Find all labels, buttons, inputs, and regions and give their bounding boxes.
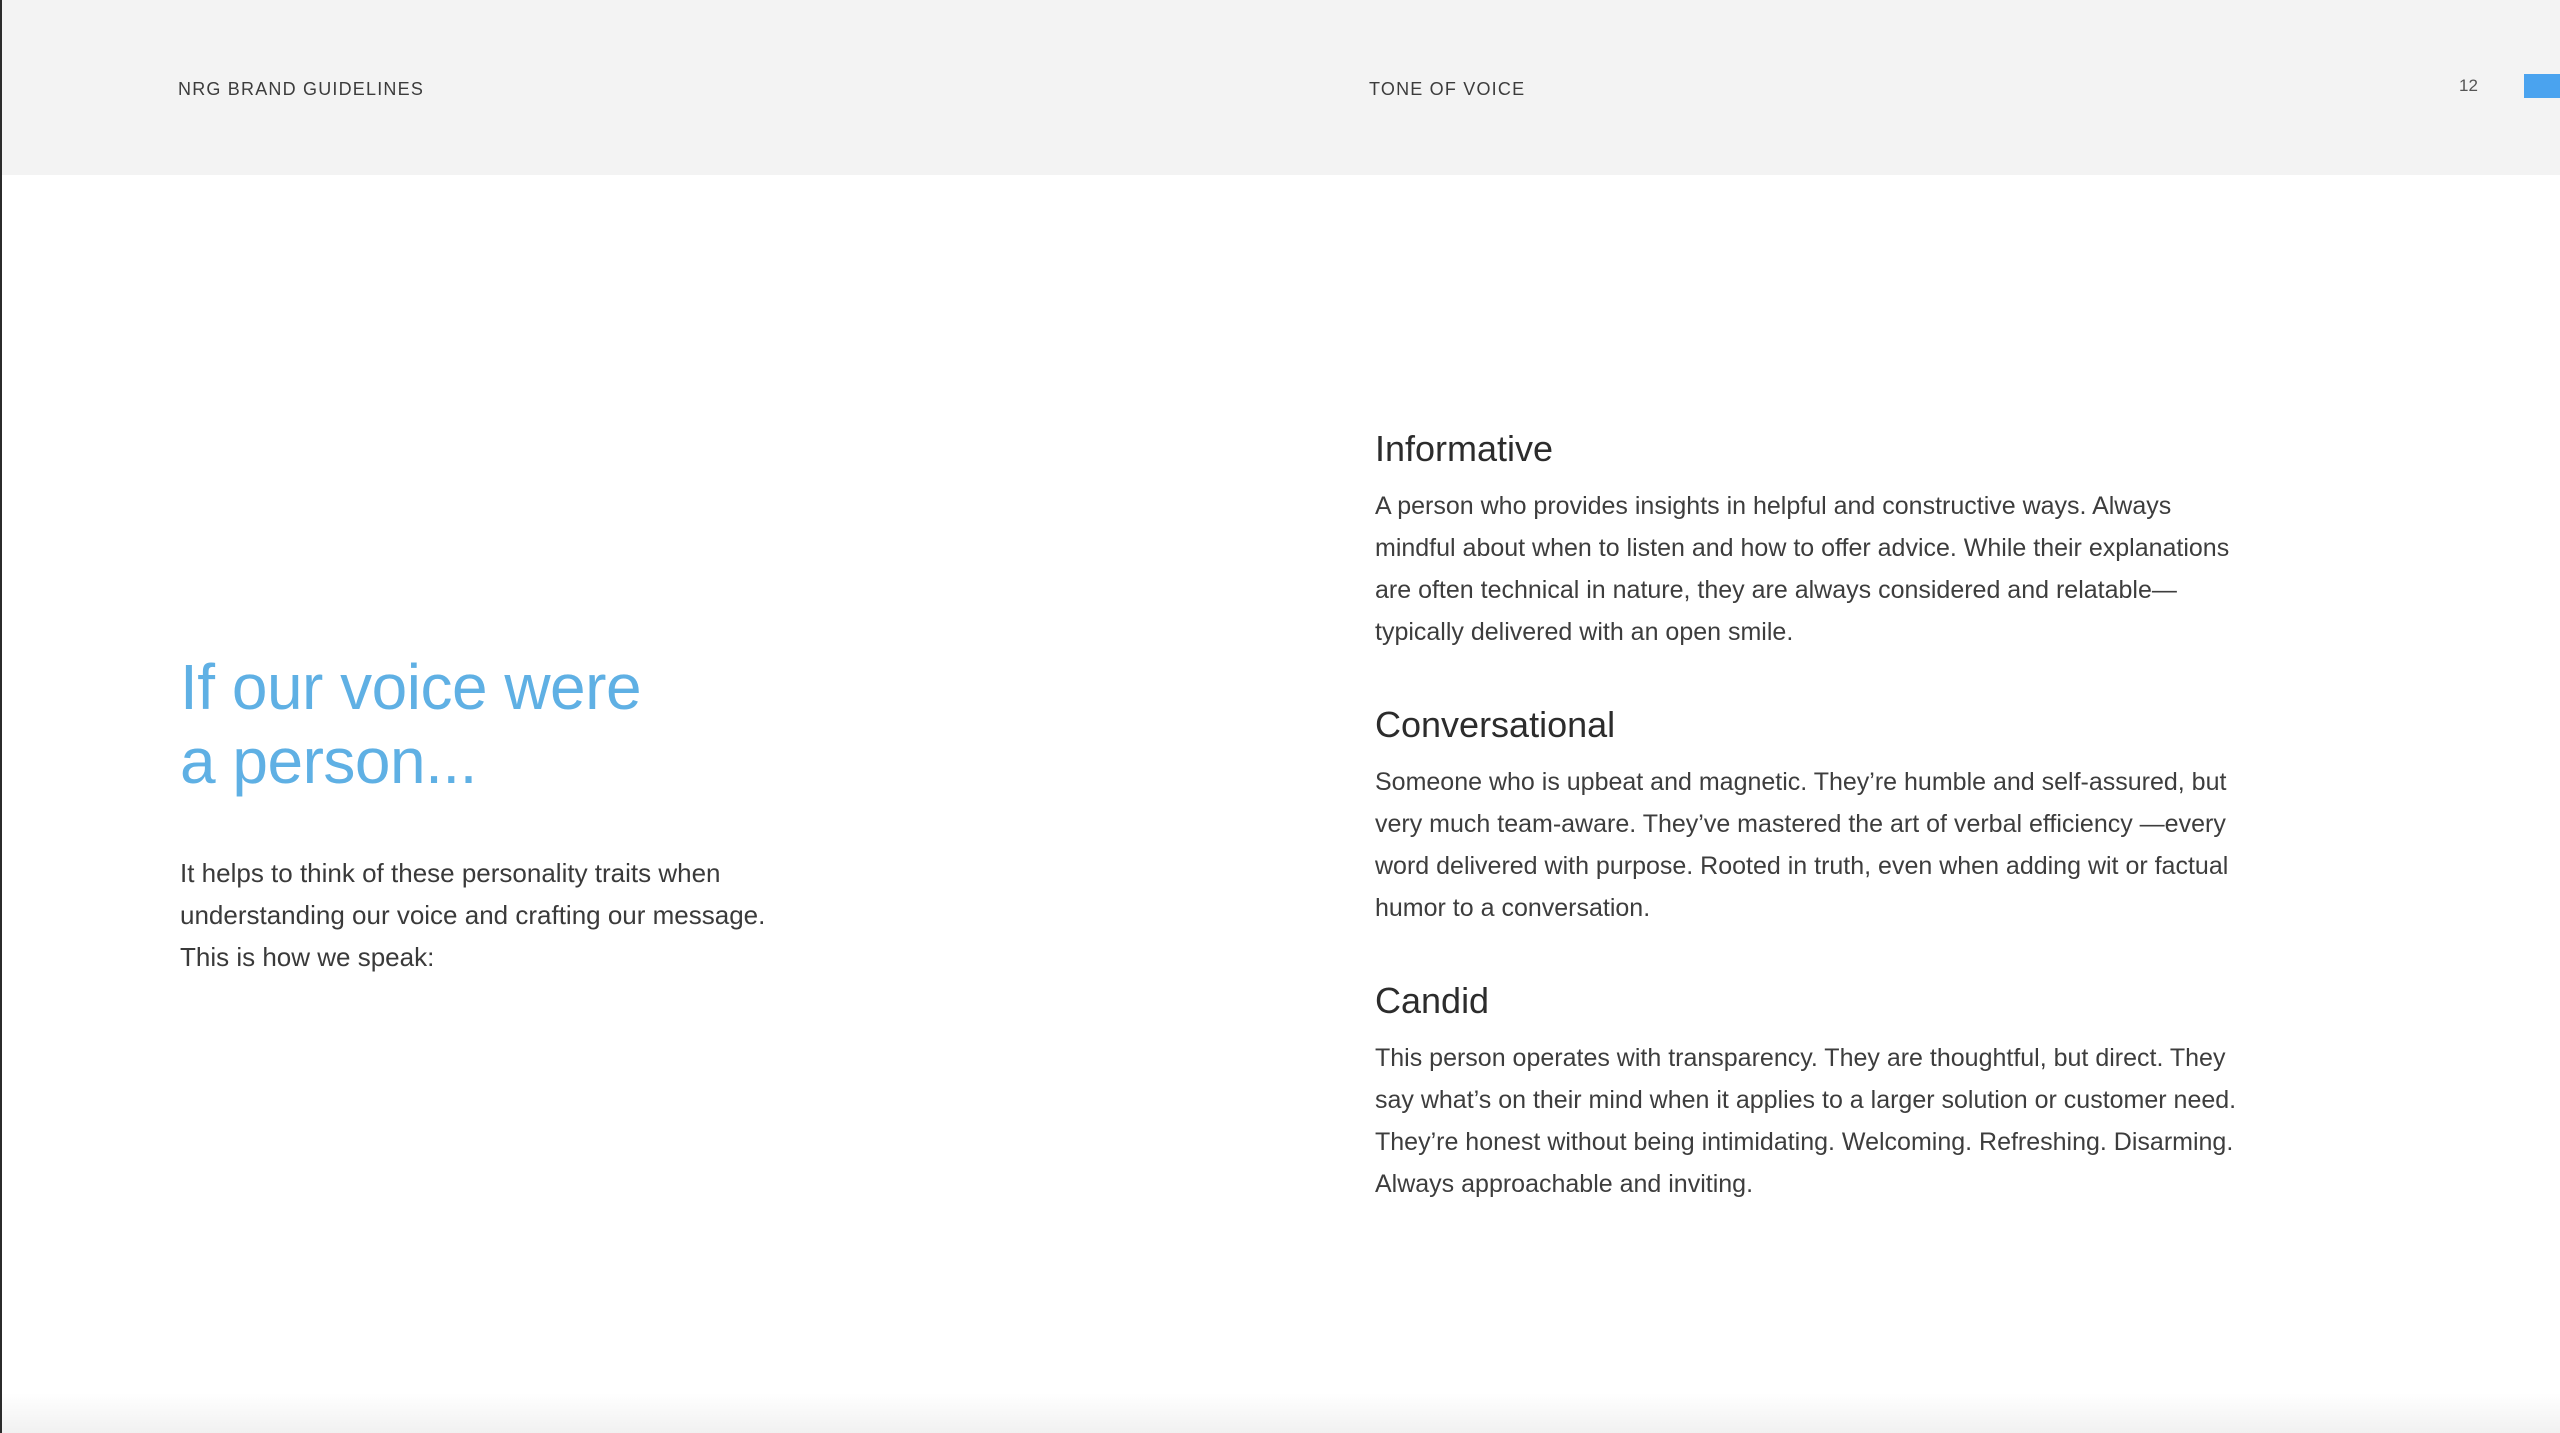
trait-informative: [1375, 425, 2255, 653]
section-title: TONE OF VOICE: [1369, 79, 1526, 99]
trait-description: Someone who is upbeat and magnetic. They’re humble and self-assured, but very much team-aware. They’ve mastered the art of verbal efficiency —every word delivered with purpose. Rooted in truth, even when adding wit or factual humor to a conversation.: [1375, 768, 2229, 922]
intro-paragraph: It helps to think of these personality traits when understanding our voice and crafting our message. This is how we speak:: [180, 858, 766, 972]
trait-description: This person operates with transparency. They are thoughtful, but direct. They say what’s on their mind when it applies to a larger solution or customer need. They’re honest without being intimidating. Welcoming. Refreshing. Disarming. Always approachable and inviting.: [1375, 1044, 2237, 1198]
accent-tab: [2524, 74, 2560, 98]
trait-title: Candid: [1375, 980, 1490, 1021]
trait-description: A person who provides insights in helpful and constructive ways. Always mindful about when to listen and how to offer advice. While their explanations are often technical in nature, they are always considered and relatable—typically delivered with an open smile.: [1375, 492, 2230, 646]
trait-title: Conversational: [1375, 704, 1616, 745]
headline-line-2: a person...: [180, 725, 477, 797]
trait-conversational: [1375, 701, 2255, 929]
traits-list: [1375, 425, 2255, 1253]
page-bottom-edge: [2, 1393, 2560, 1433]
page-header: [2, 0, 2560, 175]
trait-candid: [1375, 977, 2255, 1205]
page-number: 12: [2459, 76, 2478, 95]
trait-title: Informative: [1375, 428, 1554, 469]
document-title: NRG BRAND GUIDELINES: [178, 79, 425, 99]
headline-line-1: If our voice were: [180, 651, 642, 723]
page-headline: [180, 650, 820, 798]
